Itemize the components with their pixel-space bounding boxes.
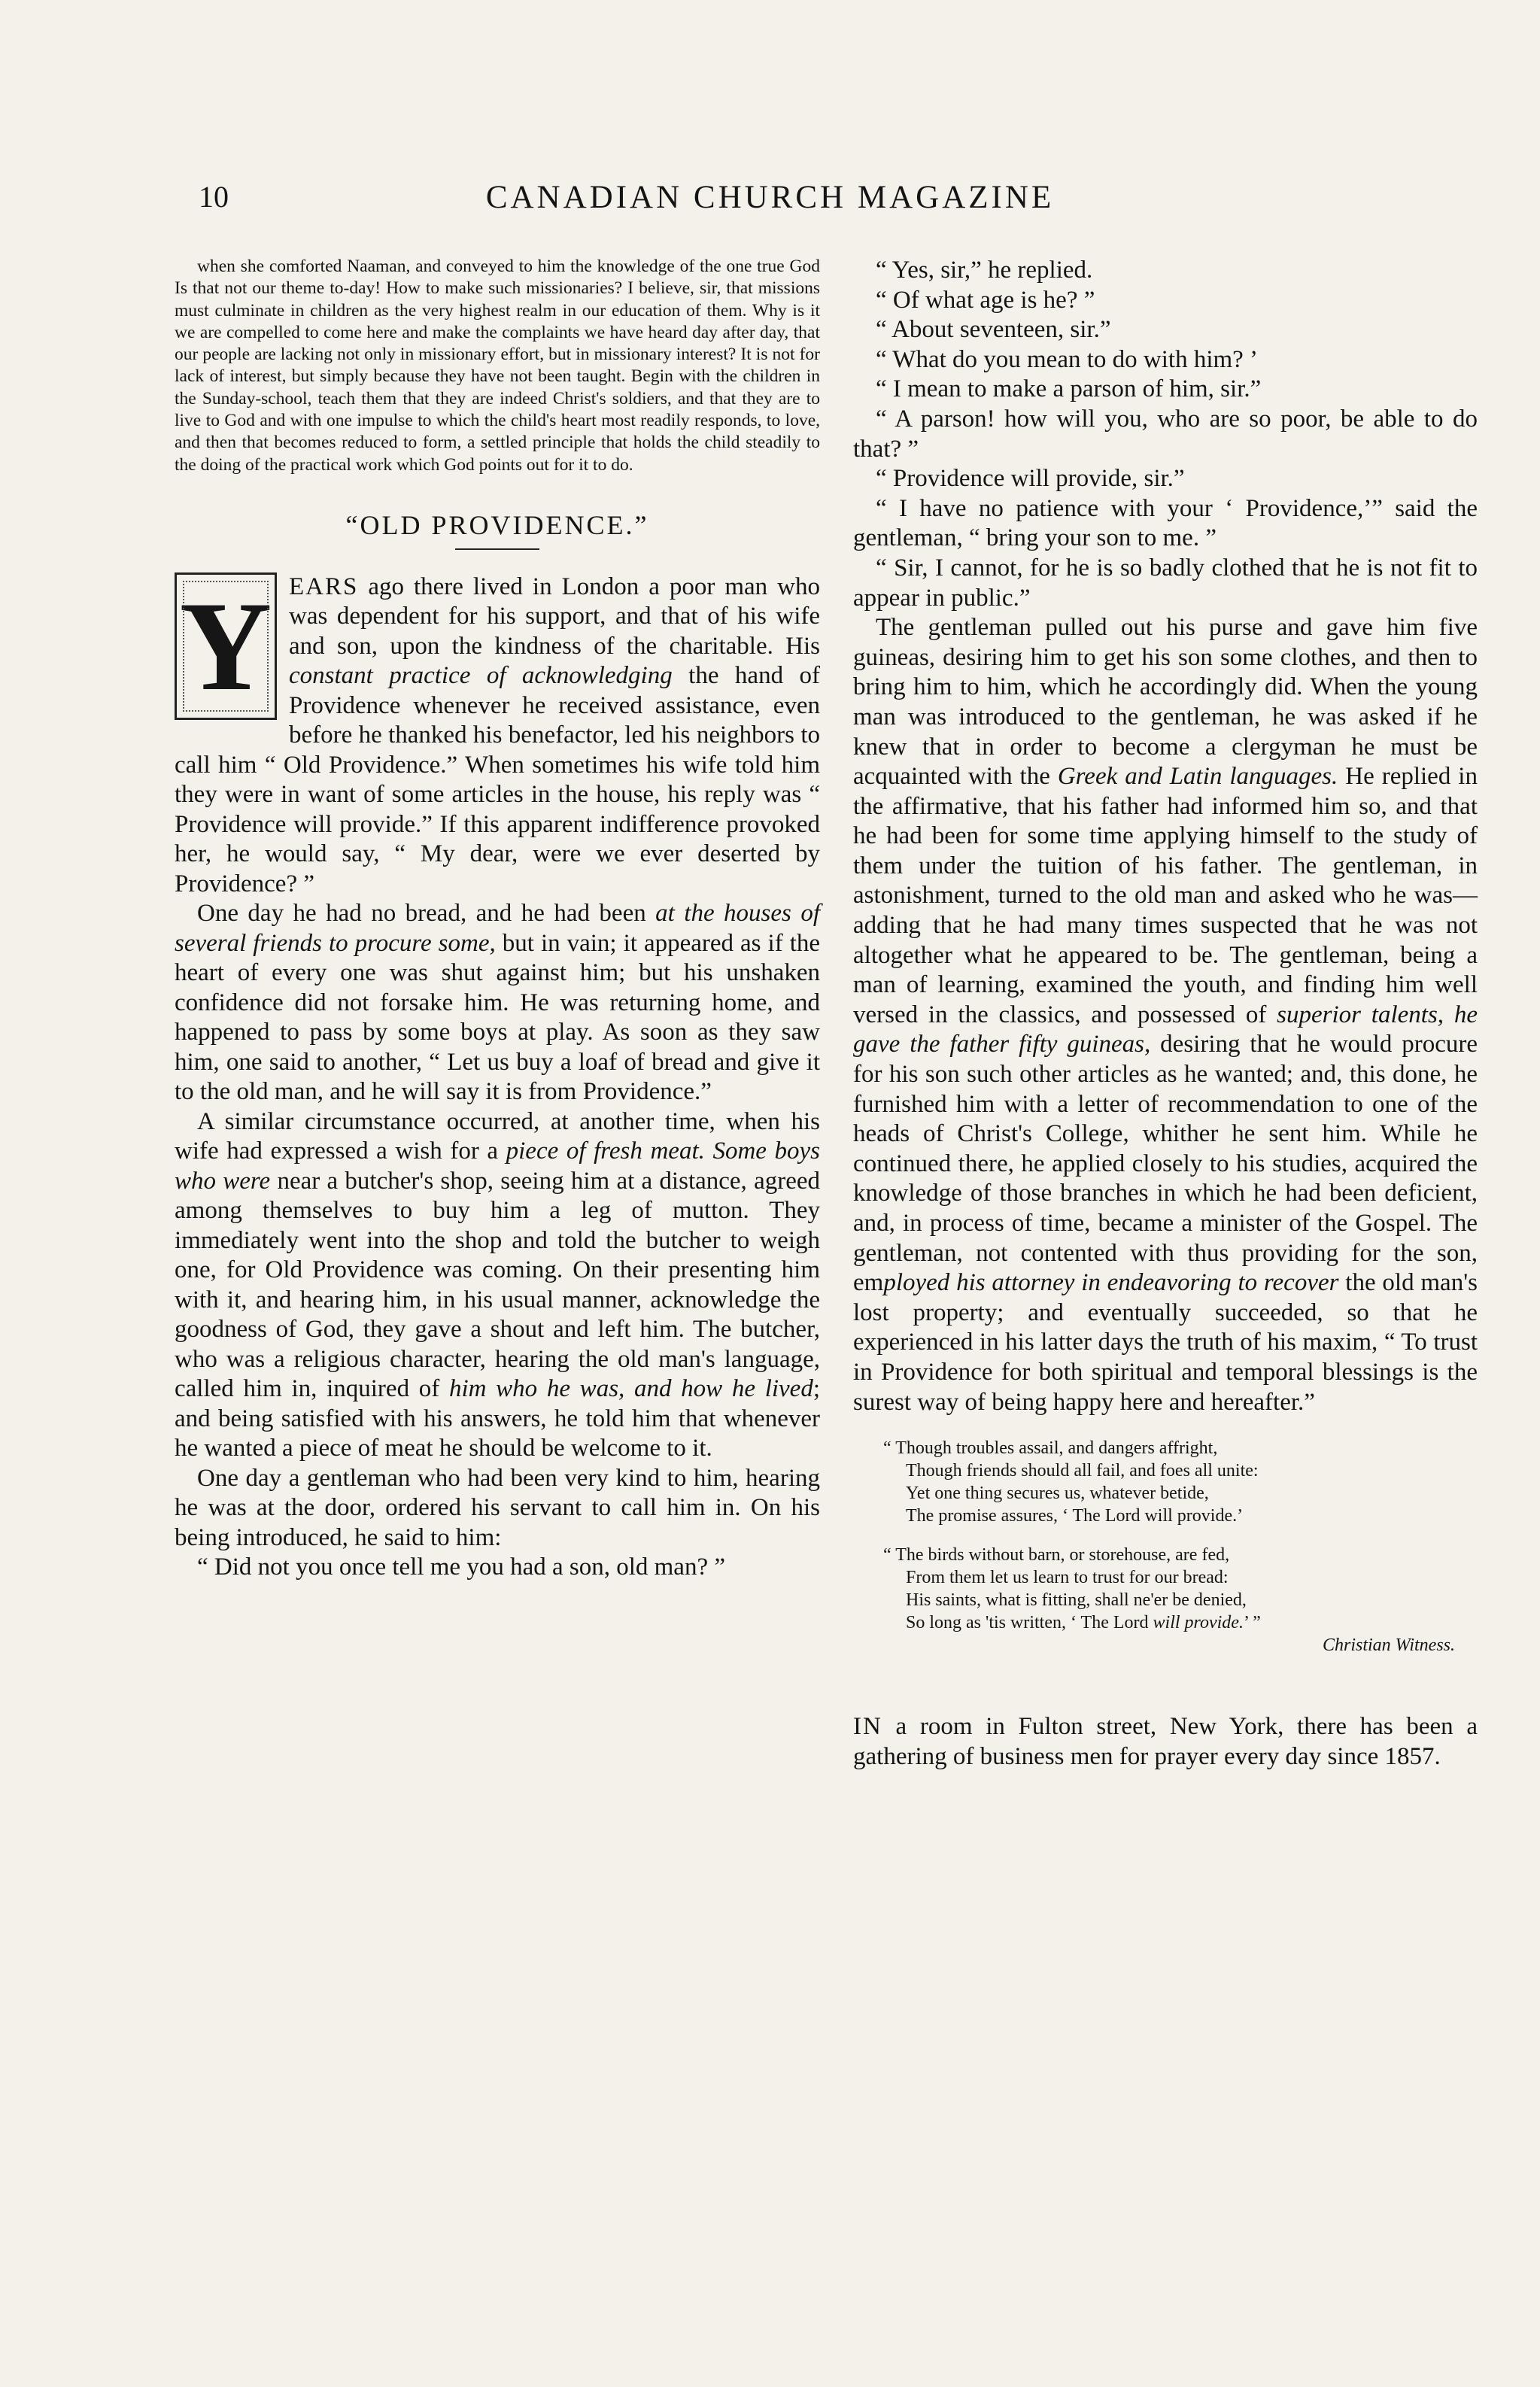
italic-run: ployed his attorney in endeavoring to recover: [883, 1269, 1339, 1297]
verse-line: Yet one thing secures us, whatever betide,: [906, 1484, 1209, 1504]
page-header: [0, 179, 1540, 224]
verse-line: “ Though troubles assail, and dangers affright,: [883, 1438, 1218, 1459]
verse-line: The promise assures, ‘ The Lord will provide.’: [906, 1506, 1244, 1526]
article-title: “OLD PROVIDENCE.”: [345, 509, 649, 540]
text-run: the old man's lost property; and eventually succeeded, so that he experienced in his latter days the truth of his maxim, “ To trust in Providence for both spiritual and temporal blessings is the surest way of being happy here and hereafter.”: [853, 1269, 1478, 1416]
dialogue-line: “ Sir, I cannot, for he is so badly clothed that he is not fit to appear in public.”: [853, 554, 1478, 612]
italic-run: constant practice of acknowledging: [289, 662, 673, 690]
italic-run: piece of fresh meat. Some boys who were: [175, 1137, 821, 1195]
italic-run: superior talents, he gave the father fifty guineas,: [853, 1001, 1478, 1058]
verse-stanza-2: [883, 1544, 1478, 1657]
verse-stanza-1: [883, 1437, 1478, 1527]
dialogue-line: “ What do you mean to do with him? ’: [876, 345, 1259, 373]
verse-line: His saints, what is fitting, shall ne'er be denied,: [906, 1590, 1247, 1611]
article-paragraph-6: [853, 613, 1478, 1417]
dialogue-line: “ I mean to make a parson of him, sir.”: [876, 375, 1262, 403]
dialogue-line: “ Providence will provide, sir.”: [876, 465, 1185, 493]
text-run: He replied in the affirmative, that his father had informed him so, and that he had been for some time applying himself to the study of them under the tuition of his father. The gentleman, in astonishment, turned to the old man and asked who he was—adding that he had many times suspected that he was not altogether what he appeared to be. The gentleman, being a man of learning, examined the youth, and finding him well versed in the classics, and possessed of: [853, 763, 1478, 1028]
text-run: ago there lived in London a poor man who was dependent for his support, and that of his wife and son, upon the kindness of the charitable. His: [289, 572, 820, 660]
text-run: So long as 'tis written, ‘ The Lord: [906, 1613, 1153, 1633]
right-column: [853, 256, 1478, 1772]
italic-run: Greek and Latin languages.: [1057, 763, 1338, 791]
article-paragraph-3: [175, 1107, 820, 1464]
text-run: a room in Fulton street, New York, there has been a gathering of business men for prayer every day since 1857.: [853, 1713, 1478, 1770]
verse-line: “ The birds without barn, or storehouse, are fed,: [883, 1545, 1230, 1566]
text-run: near a butcher's shop, seeing him at a distance, agreed among themselves to buy him a leg of mutton. They immediately went into the shop and told the butcher to weigh one, for Old Providence was coming. On their presenting him with it, and hearing him, in his usual manner, acknowledge the goodness of God, they gave a shout and left him. The butcher, who was a religious character, hearing the old man's language, called him in, inquired of: [175, 1167, 820, 1403]
magazine-title: CANADIAN CHURCH MAGAZINE: [485, 180, 1055, 215]
italic-run: will provide.: [1153, 1613, 1244, 1633]
verse-attribution: Christian Witness.: [1322, 1635, 1455, 1656]
title-rule: [455, 548, 539, 550]
italic-run: him who he was, and how he lived: [448, 1375, 813, 1403]
left-column: [175, 256, 820, 1583]
verse-line: Though friends should all fail, and foes all unite:: [906, 1461, 1259, 1481]
intro-paragraph: when she comforted Naaman, and conveyed to him the knowledge of the one true God Is that not our theme to-day! How to make such missionaries? I believe, sir, that missions must culminate in children as the very highest realm in our education of them. Why is it we are compelled to come here and make the complaints we have heard day after day, that our people are lacking not only in missionary effort, but in missionary interest? It is not for lack of interest, but simply because they have not been taught. Begin with the children in the Sunday-school, teach them that they are indeed Christ's soldiers, and that they are to live to God and with one impulse to which the child's heart most readily responds, to love, and then that becomes reduced to form, a settled principle that holds the child steadily to the doing of the practical work which God points out for it to do.: [175, 257, 820, 475]
text-run: desiring that he would procure for his son such other articles as he wanted; and, this done, he furnished him with a letter of recommendation to one of the heads of Christ's College, whither he sent him. While he continued there, he applied closely to his studies, acquired the knowledge of those branches in which he had been deficient, and, in process of time, became a minister of the Gospel. The gentleman, not contented with thus providing for the son, em: [853, 1031, 1478, 1297]
italic-run: at the houses of several friends to procure some,: [175, 900, 821, 957]
lead-word: IN: [853, 1713, 882, 1741]
dialogue-line: “ Yes, sir,” he replied.: [876, 257, 1093, 284]
text-run: ’ ”: [1243, 1613, 1261, 1633]
text-run: The gentleman pulled out his purse and gave him five guineas, desiring him to get his son some clothes, and then to bring him to him, which he accordingly did. When the young man was introduced to the gentleman, he was asked if he knew that in order to become a clergyman he must be acquainted with the: [853, 614, 1478, 791]
page-number: 10: [199, 180, 229, 214]
article-paragraph-4: One day a gentleman who had been very kind to him, hearing he was at the door, ordered his servant to call him in. On his being introduced, he said to him:: [175, 1464, 820, 1551]
text-run: One day he had no bread, and he had been: [197, 900, 656, 928]
text-run: A similar circumstance occurred, at another time, when his wife had expressed a wish for a: [175, 1107, 820, 1165]
dialogue-line: “ About seventeen, sir.”: [876, 316, 1111, 344]
lead-word: EARS: [289, 572, 359, 600]
closing-note: [853, 1712, 1478, 1772]
dialogue-line: “ I have no patience with your ‘ Providence,’” said the gentleman, “ bring your son to me. ”: [853, 494, 1478, 552]
article-paragraph-2: [175, 899, 820, 1107]
text-run: but in vain; it appeared as if the heart of every one was shut against him; but his unshaken confidence did not forsake him. He was returning home, and happened to pass by some boys at play. As soon as they saw him, one said to another, “ Let us buy a loaf of bread and give it to the old man, and he will say it is from Providence.”: [175, 929, 821, 1106]
verse-line: From them let us learn to trust for our bread:: [906, 1568, 1229, 1588]
verse-line: [883, 1611, 1478, 1634]
dialogue-line: “ A parson! how will you, who are so poor, be able to do that? ”: [853, 405, 1478, 463]
text-run: ; and being satisfied with his answers, he told him that whenever he wanted a piece of meat he should be welcome to it.: [175, 1375, 820, 1462]
text-run: the hand of Providence whenever he received assistance, even before he thanked his benefactor, led his neighbors to call him “ Old Providence.” When sometimes his wife told him they were in want of some articles in the house, his reply was “ Providence will provide.” If this apparent indifference provoked her, he would say, “ My dear, were we ever deserted by Providence? ”: [175, 662, 821, 897]
ornamental-dropcap: Y: [175, 572, 277, 720]
article-paragraph-5: “ Did not you once tell me you had a son, old man? ”: [197, 1553, 725, 1581]
dialogue-line: “ Of what age is he? ”: [876, 286, 1095, 314]
